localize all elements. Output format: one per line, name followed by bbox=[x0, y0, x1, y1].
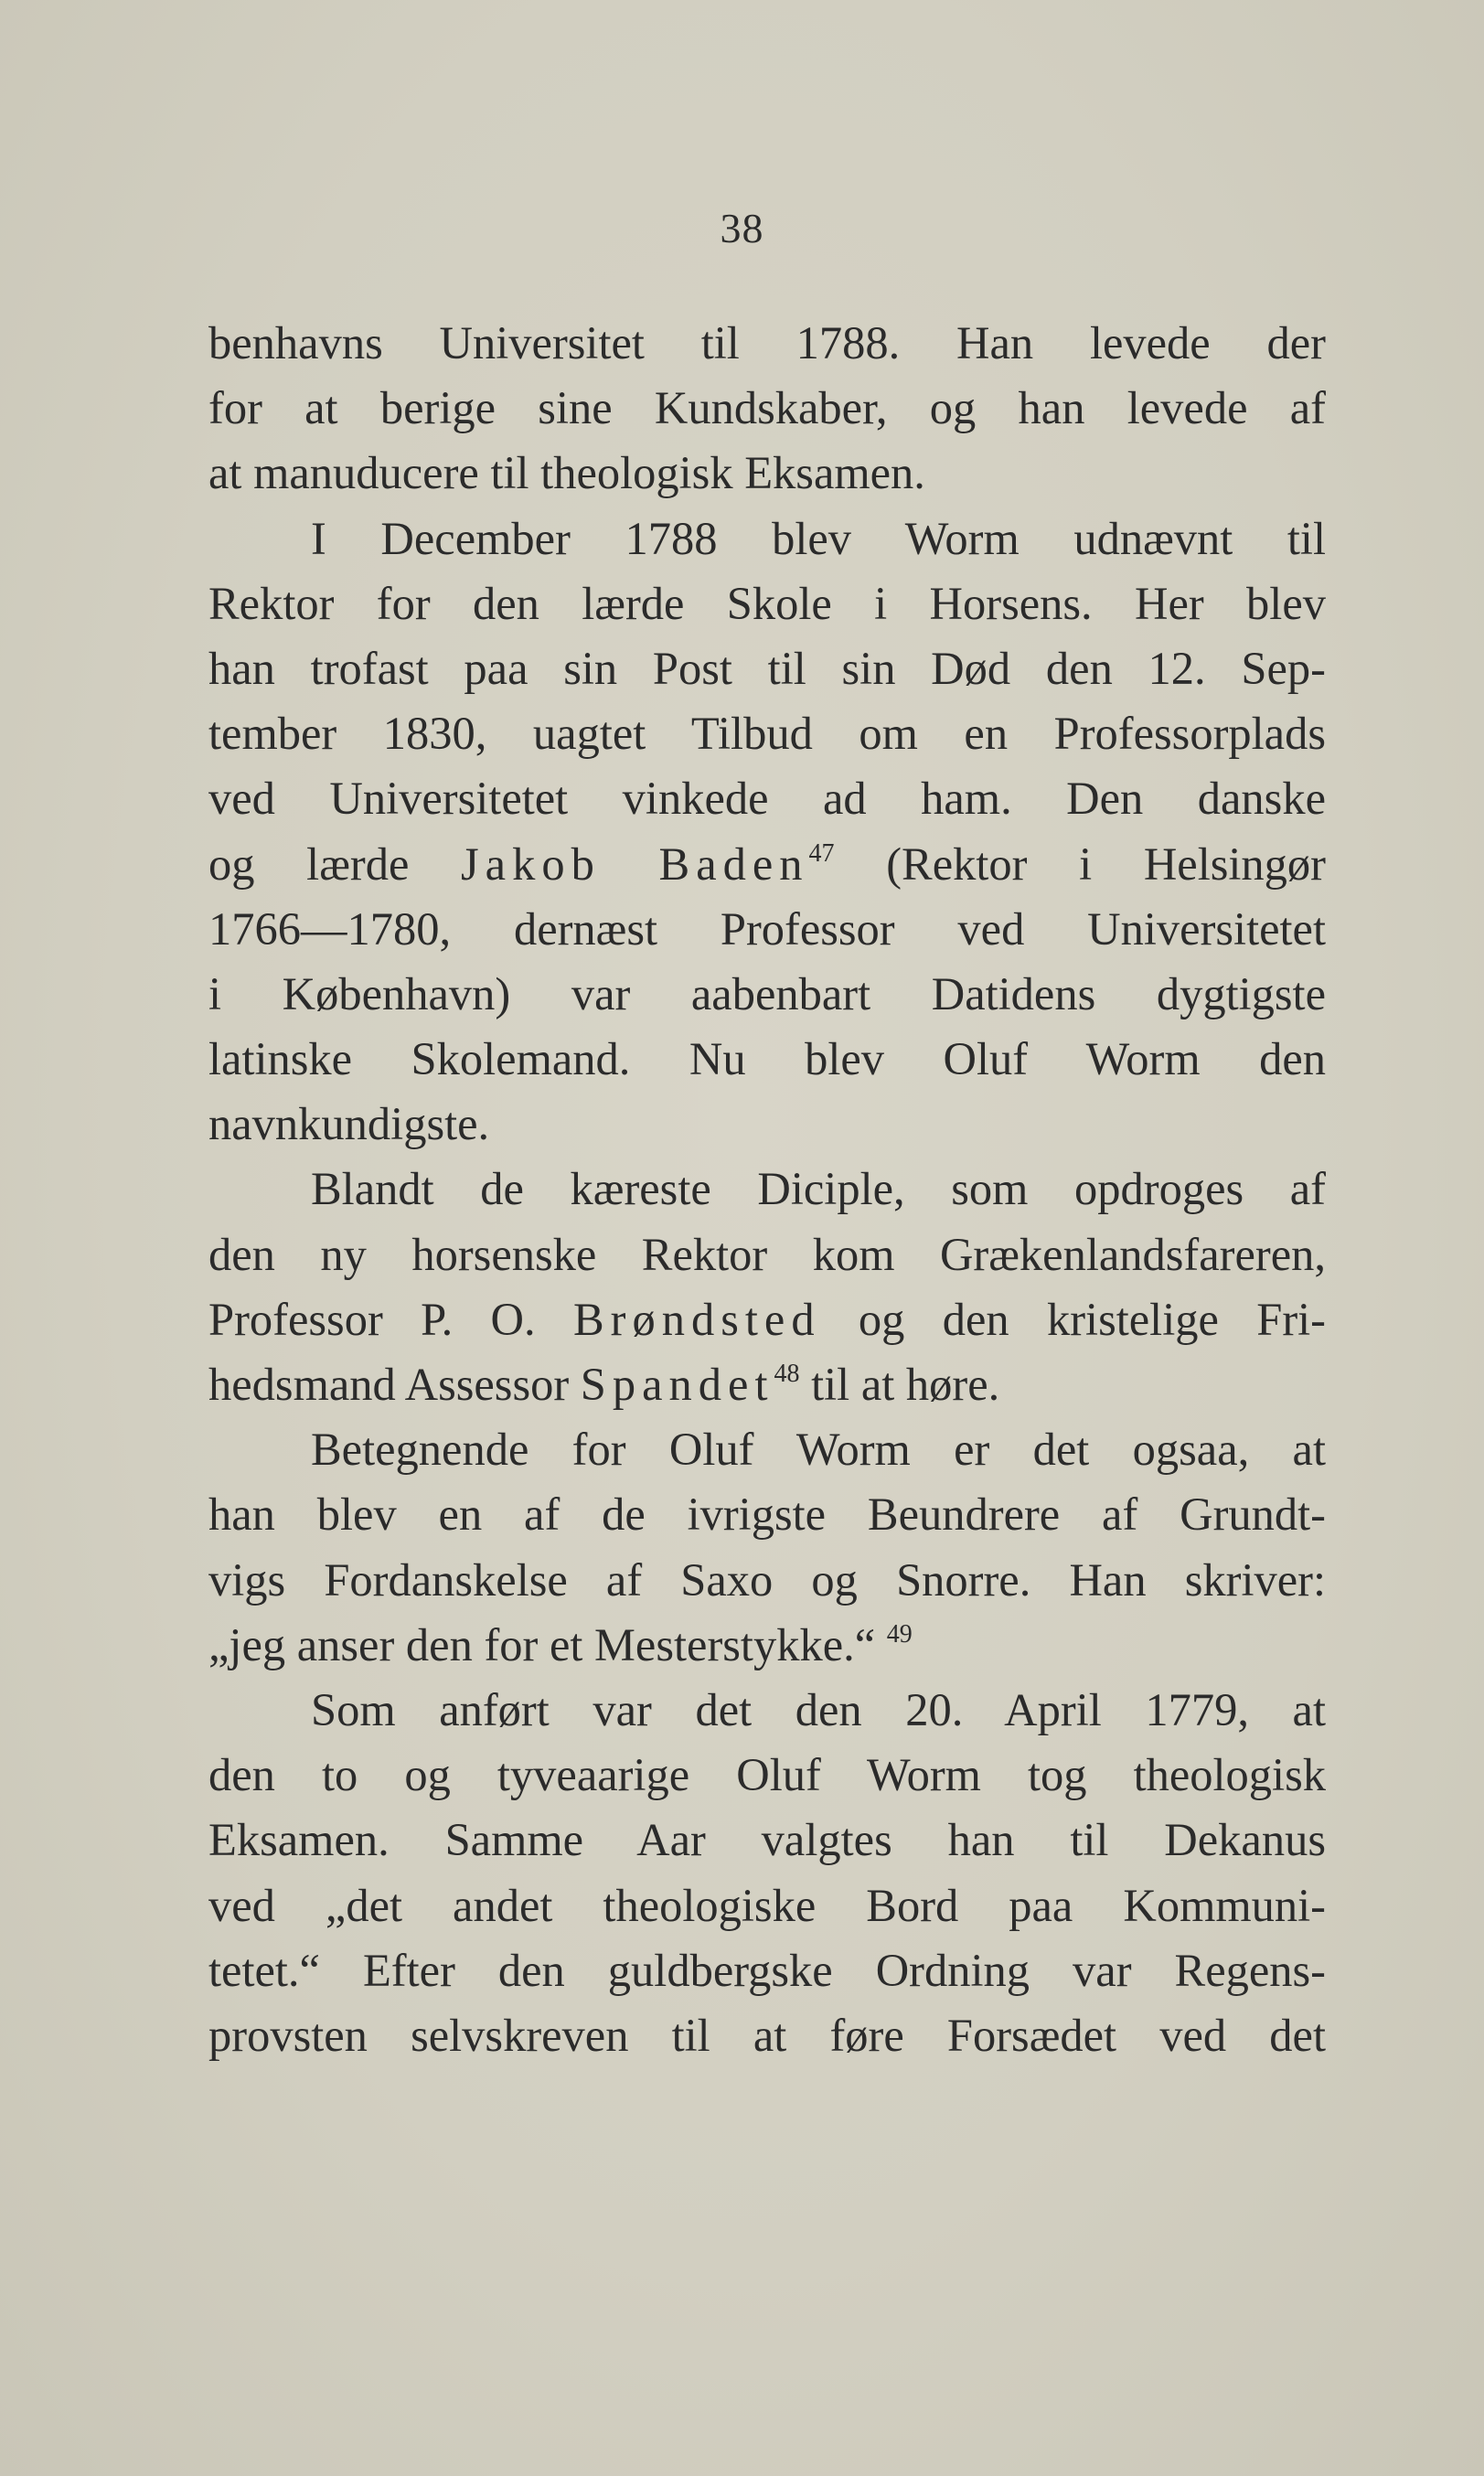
text-line: Eksamen. Samme Aar valgtes han til Dekanus bbox=[208, 1814, 1326, 1866]
text-line bbox=[208, 832, 1326, 897]
text-line: benhavns Universitet til 1788. Han levede der bbox=[208, 317, 1326, 368]
text-run: hedsmand Assessor bbox=[208, 1359, 581, 1410]
text-line: ved Universitetet vinkede ad ham. Den danske bbox=[208, 773, 1326, 825]
text-line: vigs Fordanskelse af Saxo og Snorre. Han skriver: bbox=[208, 1553, 1326, 1606]
footnote-reference: 47 bbox=[808, 838, 835, 868]
spaced-name: Jakob Baden bbox=[461, 838, 809, 890]
text-run: og lærde bbox=[208, 838, 462, 890]
text-run: og den kristelige Fri- bbox=[820, 1293, 1326, 1345]
text-line: for at berige sine Kundskaber, og han levede af bbox=[208, 382, 1326, 434]
text-line: 1766—1780, dernæst Professor ved Universitetet bbox=[208, 902, 1326, 955]
text-line: Rektor for den lærde Skole i Horsens. Her blev bbox=[208, 577, 1326, 629]
text-run: „jeg anser den for et Mesterstykke.“ bbox=[208, 1618, 887, 1670]
text-line: Som anført var det den 20. April 1779, at bbox=[311, 1683, 1326, 1735]
text-line: Betegnende for Oluf Worm er det ogsaa, at bbox=[311, 1424, 1326, 1476]
page-number: 38 bbox=[720, 205, 764, 251]
text-line: I December 1788 blev Worm udnævnt til bbox=[311, 512, 1326, 564]
text-line: latinske Skolemand. Nu blev Oluf Worm den bbox=[208, 1033, 1326, 1085]
text-run: til at høre. bbox=[799, 1359, 1000, 1410]
footnote-reference: 48 bbox=[774, 1360, 800, 1388]
text-line: den ny horsenske Rektor kom Grækenlandsfareren, bbox=[208, 1228, 1326, 1280]
text-line bbox=[208, 1613, 1326, 1678]
text-line: han blev en af de ivrigste Beundrere af Grundt- bbox=[208, 1489, 1326, 1541]
spaced-name: Spandet bbox=[580, 1359, 774, 1410]
text-line: han trofast paa sin Post til sin Død den 12. Sep- bbox=[208, 642, 1326, 694]
text-line: i København) var aabenbart Datidens dygtigste bbox=[208, 967, 1326, 1019]
text-run: Professor P. O. bbox=[208, 1293, 573, 1345]
text-line: provsten selvskreven til at føre Forsædet ved det bbox=[208, 2009, 1326, 2061]
text-line bbox=[208, 1287, 1326, 1352]
text-line: den to og tyveaarige Oluf Worm tog theologisk bbox=[208, 1749, 1326, 1801]
spaced-name: Brøndsted bbox=[572, 1293, 821, 1345]
footnote-reference: 49 bbox=[886, 1619, 913, 1649]
body-text bbox=[208, 311, 1326, 2068]
text-line bbox=[208, 1352, 1326, 1417]
text-line: ved „det andet theologiske Bord paa Kommuni- bbox=[208, 1879, 1326, 1931]
text-line: tetet.“ Efter den guldbergske Ordning var Regens- bbox=[208, 1944, 1326, 1996]
text-line: Blandt de kæreste Diciple, som opdroges af bbox=[311, 1163, 1326, 1215]
text-line: navnkundigste. bbox=[208, 1098, 490, 1150]
text-run: (Rektor i Helsingør bbox=[834, 838, 1326, 890]
text-line: tember 1830, uagtet Tilbud om en Professorplads bbox=[208, 708, 1326, 760]
text-line: at manuducere til theologisk Eksamen. bbox=[208, 447, 925, 499]
